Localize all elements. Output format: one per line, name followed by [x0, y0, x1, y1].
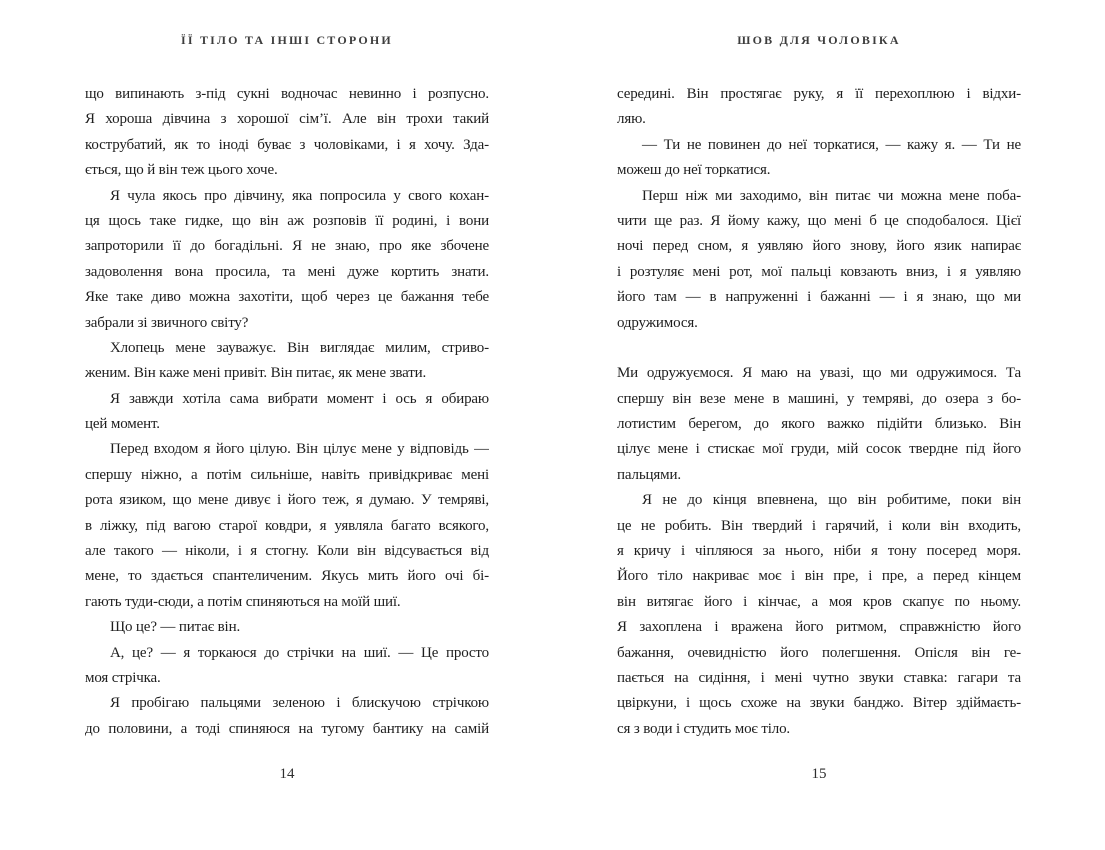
text-line: що випинають з-під сукні водночас невинно і розпусно.	[85, 86, 489, 102]
text-line: Перед входом я його цілую. Він цілує мене у відповідь —	[110, 441, 489, 458]
text-line: Що це? — питає він.	[110, 619, 241, 636]
text-line: лотистим берегом, до якого важко підійти близько. Він	[617, 416, 1021, 433]
text-line: але такого — ніколи, і я стогну. Коли він відсувається від	[85, 543, 489, 560]
text-line: женим. Він каже мені привіт. Він питає, як мене звати.	[85, 365, 427, 382]
text-line: моя стрічка.	[85, 669, 161, 686]
text-line: можеш до неї торкатися.	[617, 162, 771, 179]
text-line: до половини, а тоді спиняюся на тугому бантику на самій	[85, 720, 489, 737]
text-line: рота язиком, що мене дивує і його теж, я думаю. У темряві,	[85, 492, 489, 509]
text-line: Я завжди хотіла сама вибрати момент і ось я обираю	[110, 390, 489, 407]
text-line: Я хороша дівчина з хорошої сім’ї. Але він трохи такий	[85, 111, 489, 128]
text-line: ся з води і студить моє тіло.	[617, 720, 791, 737]
body-text-right	[617, 82, 1021, 742]
text-line: ється, що й він теж цього хоче.	[85, 162, 278, 179]
text-line: пальцями.	[617, 466, 681, 483]
text-line: Я захоплена і вражена його ритмом, справжністю його	[617, 619, 1021, 636]
text-line: Ми одружуємося. Я маю на увазі, що ми одружимося. Та	[617, 365, 1021, 382]
text-line: Яке таке диво можна захотіти, щоб через це бажання тебе	[85, 289, 489, 306]
text-line: цілує мене і стискає мої груди, мій сосок твердне під його	[617, 441, 1021, 458]
text-line: чити ще раз. Я йому кажу, що мені б це сподобалося. Цієї	[617, 212, 1021, 229]
body-text-left	[85, 82, 489, 742]
text-line: цей момент.	[85, 416, 160, 433]
text-line: його там — в напруженні і бажанні — і я знаю, що ми	[617, 289, 1021, 306]
text-line: і розтуляє мені рот, мої пальці ковзають вниз, і я уявляю	[617, 263, 1021, 280]
text-line: гають туди-сюди, а потім спиняються на моїй шиї.	[85, 593, 401, 610]
text-line: Перш ніж ми заходимо, він питає чи можна мене поба-	[642, 187, 1021, 204]
text-line: ляю.	[617, 111, 646, 128]
text-line: спершу ніжно, а потім сильніше, навіть привідкриває мені	[85, 466, 489, 483]
text-line: пається на сидіння, і мені чутно звуки ставка: гагари та	[617, 669, 1021, 686]
text-line: запроторили її до богадільні. Я не знаю, про яке збочене	[85, 238, 489, 255]
page-number-right: 15	[811, 766, 827, 782]
text-line: Я не до кінця впевнена, що він робитиме, поки він	[642, 492, 1021, 509]
text-line: Його тіло накриває моє і він пре, і пре, а перед кінцем	[617, 568, 1021, 585]
text-line: спершу він везе мене в машині, у темряві, до озера з бо-	[617, 390, 1021, 407]
text-line: бажання, очевидністю його полегшення. Опісля він ге-	[617, 644, 1021, 661]
text-line: в ліжку, під вагою старої ковдри, я уявляла багато всякого,	[85, 517, 489, 534]
text-line: цвіркуни, і щось схоже на звуки банджо. Вітер здіймаєть-	[617, 695, 1021, 712]
text-line: одружимося.	[617, 314, 698, 331]
running-header-right: ШОВ ДЛЯ ЧОЛОВІКА	[737, 33, 901, 47]
text-line: А, це? — я торкаюся до стрічки на шиї. — Це просто	[110, 644, 489, 661]
text-line: кострубатий, як то іноді буває з чоловіками, і я хочу. Зда-	[85, 136, 489, 153]
text-line: він витягає його і кінчає, а моя кров скапує по ньому.	[617, 593, 1021, 610]
text-line: мене, то здається спантеличеним. Якусь мить його очі бі-	[85, 568, 489, 585]
blank-line	[617, 336, 1021, 361]
running-header-left: ЇЇ ТІЛО ТА ІНШІ СТОРОНИ	[181, 33, 393, 47]
text-line: задоволення вона просила, та мені дуже кортить знати.	[85, 263, 489, 280]
text-line: ця щось таке гидке, що він аж розповів її родині, і вони	[85, 212, 489, 229]
text-line: Я пробігаю пальцями зеленою і блискучою стрічкою	[110, 695, 489, 712]
right-page	[617, 0, 1021, 850]
left-page	[85, 0, 489, 850]
page-number-left: 14	[279, 766, 295, 782]
text-line: середині. Він простягає руку, я її перехоплюю і відхи-	[617, 86, 1021, 102]
text-line: Хлопець мене зауважує. Він виглядає милим, стриво-	[110, 339, 489, 356]
text-line: це не робить. Він твердий і гарячий, і коли він входить,	[617, 517, 1021, 534]
text-line: забрали зі звичного світу?	[85, 314, 249, 331]
text-line: — Ти не повинен до неї торкатися, — кажу я. — Ти не	[642, 136, 1021, 153]
text-line: я кричу і чіпляюся за нього, ніби я тону посеред моря.	[617, 543, 1021, 560]
text-line: Я чула якось про дівчину, яка попросила у свого кохан-	[110, 187, 489, 204]
text-line: ночі перед сном, я уявляю його знову, його язик напирає	[617, 238, 1021, 255]
